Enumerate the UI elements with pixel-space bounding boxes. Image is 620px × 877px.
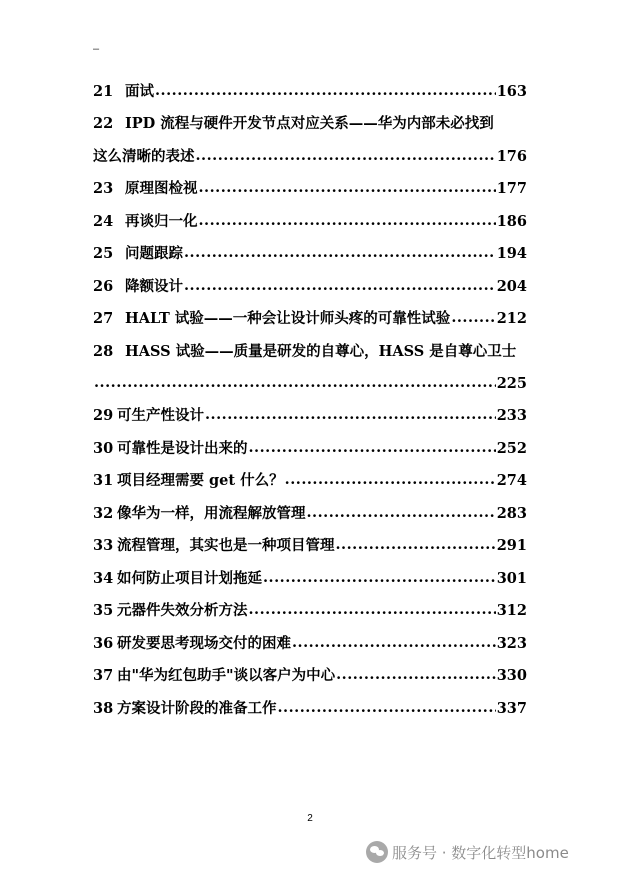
- toc-entry-page: 186: [496, 213, 527, 230]
- toc-entry-number: 32: [93, 505, 114, 522]
- toc-entry-number: 21: [93, 83, 114, 100]
- toc-entry-number: 28: [93, 343, 114, 360]
- toc-entry-page: 177: [496, 180, 527, 197]
- toc-entry-number: 31: [93, 472, 114, 489]
- toc-entry-title: 原理图检视: [125, 180, 198, 197]
- toc-entry-28[interactable]: [93, 375, 527, 393]
- toc-entry-number: 33: [93, 537, 114, 554]
- toc-entry-page: 283: [496, 505, 527, 522]
- toc-entry-21[interactable]: [93, 83, 527, 101]
- toc-entry-34[interactable]: [93, 570, 527, 588]
- toc-entry-33[interactable]: [93, 537, 527, 555]
- toc-entry-page: 194: [496, 245, 527, 262]
- toc-leader-dots: [184, 245, 496, 263]
- toc-entry-number: 26: [93, 278, 114, 295]
- toc-entry-24[interactable]: [93, 213, 527, 231]
- toc-leader-dots: [249, 440, 496, 458]
- toc-entry-27[interactable]: [93, 310, 527, 328]
- toc-entry-25[interactable]: [93, 245, 527, 263]
- toc-entry-number: 29: [93, 407, 114, 424]
- toc-leader-dots: [278, 700, 496, 718]
- toc-entry-page: 312: [496, 602, 527, 619]
- toc-entry-title: 如何防止项目计划拖延: [117, 570, 262, 587]
- toc-entry-number: 37: [93, 667, 114, 684]
- toc-leader-dots: [155, 83, 496, 101]
- toc-entry-page: 225: [496, 375, 527, 392]
- toc-leader-dots: [199, 213, 496, 231]
- toc-leader-dots: [336, 667, 496, 685]
- toc-entry-page: 252: [496, 440, 527, 457]
- toc-entry-title: 方案设计阶段的准备工作: [117, 700, 277, 717]
- toc-entry-page: 176: [496, 148, 527, 165]
- toc-leader-dots: [184, 278, 496, 296]
- toc-entry-title: 可生产性设计: [117, 407, 204, 424]
- toc-entry-title-continued: 这么清晰的表述: [93, 148, 195, 165]
- toc-leader-dots: [94, 375, 496, 393]
- toc-entry-page: 301: [496, 570, 527, 587]
- toc-entry-number: 23: [93, 180, 114, 197]
- toc-entry-page: 212: [496, 310, 527, 327]
- toc-entry-number: 30: [93, 440, 114, 457]
- header-mark: –: [93, 43, 100, 55]
- toc-entry-title: 面试: [125, 83, 154, 100]
- watermark: [366, 839, 569, 865]
- toc-entry-30[interactable]: [93, 440, 527, 458]
- toc-entry-title: 降额设计: [125, 278, 183, 295]
- toc-entry-22-first-line[interactable]: [93, 115, 494, 133]
- toc-entry-32[interactable]: [93, 505, 527, 523]
- toc-entry-number: 35: [93, 602, 114, 619]
- toc-leader-dots: [285, 472, 496, 490]
- toc-entry-title: HALT 试验——一种会让设计师头疼的可靠性试验: [125, 310, 451, 327]
- toc-entry-36[interactable]: [93, 635, 527, 653]
- toc-entry-title: 元器件失效分析方法: [117, 602, 248, 619]
- toc-leader-dots: [249, 602, 496, 620]
- toc-entry-31[interactable]: [93, 472, 527, 490]
- toc-leader-dots: [205, 407, 496, 425]
- toc-entry-title: HASS 试验——质量是研发的自尊心，HASS 是自尊心卫士: [125, 343, 517, 360]
- watermark-text: 服务号 · 数字化转型home: [392, 843, 569, 862]
- toc-entry-title: 可靠性是设计出来的: [117, 440, 248, 457]
- toc-entry-number: 36: [93, 635, 114, 652]
- toc-entry-26[interactable]: [93, 278, 527, 296]
- toc-entry-number: 22: [93, 115, 114, 132]
- toc-entry-number: 34: [93, 570, 114, 587]
- toc-entry-page: 291: [496, 537, 527, 554]
- toc-leader-dots: [263, 570, 496, 588]
- toc-entry-page: 204: [496, 278, 527, 295]
- toc-entry-number: 27: [93, 310, 114, 327]
- toc-entry-number: 25: [93, 245, 114, 262]
- toc-entry-title: IPD 流程与硬件开发节点对应关系——华为内部未必找到: [125, 115, 494, 132]
- toc-entry-number: 24: [93, 213, 114, 230]
- toc-entry-page: 330: [496, 667, 527, 684]
- toc-leader-dots: [292, 635, 496, 653]
- wechat-icon: [366, 841, 388, 863]
- toc-entry-title: 问题跟踪: [125, 245, 183, 262]
- toc-entry-23[interactable]: [93, 180, 527, 198]
- toc-entry-title: 流程管理，其实也是一种项目管理: [117, 537, 335, 554]
- toc-leader-dots: [196, 148, 496, 166]
- toc-entry-29[interactable]: [93, 407, 527, 425]
- toc-entry-28-first-line[interactable]: [93, 343, 516, 361]
- toc-entry-title: 像华为一样，用流程解放管理: [117, 505, 306, 522]
- toc-entry-title: 项目经理需要 get 什么？: [117, 472, 284, 489]
- toc-entry-page: 323: [496, 635, 527, 652]
- toc-entry-38[interactable]: [93, 700, 527, 718]
- toc-entry-number: 38: [93, 700, 114, 717]
- page-number: 2: [307, 813, 313, 824]
- toc-entry-title: 研发要思考现场交付的困难: [117, 635, 291, 652]
- toc-entry-title: 由"华为红包助手"谈以客户为中心: [117, 667, 336, 684]
- toc-entry-page: 163: [496, 83, 527, 100]
- toc-leader-dots: [199, 180, 496, 198]
- toc-entry-37[interactable]: [93, 667, 527, 685]
- toc-entry-22[interactable]: [93, 148, 527, 166]
- toc-entry-page: 233: [496, 407, 527, 424]
- toc-leader-dots: [307, 505, 496, 523]
- toc-leader-dots: [451, 310, 495, 328]
- toc-leader-dots: [336, 537, 496, 555]
- toc-entry-page: 337: [496, 700, 527, 717]
- toc-entry-title: 再谈归一化: [125, 213, 198, 230]
- toc-entry-35[interactable]: [93, 602, 527, 620]
- toc-entry-page: 274: [496, 472, 527, 489]
